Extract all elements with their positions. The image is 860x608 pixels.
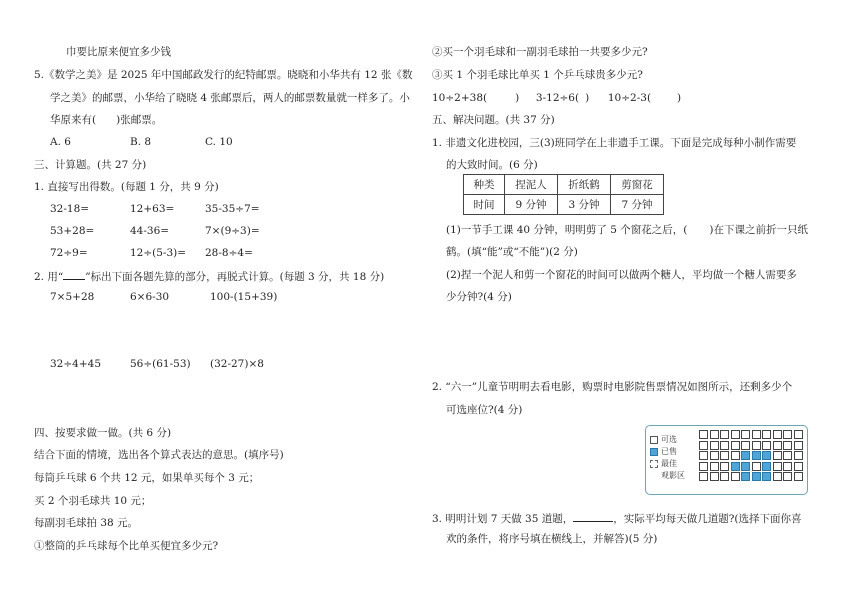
formula: 10÷2-3( (607, 92, 652, 104)
oral-item: 28-8÷4= (205, 247, 253, 259)
oral-item: 7×(9÷3)= (205, 225, 260, 237)
seat-available (773, 462, 782, 471)
problem-2-line-2: 可选座位?(4 分) (446, 404, 523, 416)
seat-available (699, 451, 708, 460)
table-cell: 3 分钟 (558, 195, 611, 215)
text: ，实际平均每天做几道题?(选择下面你喜 (613, 513, 802, 525)
seat-available (783, 451, 792, 460)
question-5-line-2: 学之美》的邮票，小华给了晓晓 4 张邮票后，两人的邮票数量就一样多了。小 (50, 92, 410, 104)
seat-available (699, 462, 708, 471)
calc-item: 100-(15+39) (210, 291, 278, 303)
section-4-line: 结合下面的情境，选出各个算式表达的意思。(填序号) (34, 449, 284, 461)
problem-3-line-1 (432, 510, 801, 526)
seat-available (783, 462, 792, 471)
calc-item: 56÷(61-53) (130, 358, 191, 370)
problem-1-sub-1-line-2: 鹤。(填“能”或“不能”)(2 分) (446, 246, 578, 258)
seat-available (731, 451, 740, 460)
problem-1-line-1: 1. 非遗文化进校园，三(3)班同学在上非遗手工课。下面是完成每种小制作需要 (432, 137, 797, 149)
seat-available (720, 472, 729, 481)
calc-item: (32-27)×8 (210, 358, 264, 370)
seat-available (794, 441, 803, 450)
problem-1-sub-2-line-2: 少分钟?(4 分) (446, 291, 512, 303)
table-cell: 剪窗花 (611, 175, 664, 195)
seat-available (710, 430, 719, 439)
question-5-text-b: )张邮票。 (116, 114, 163, 126)
problem-3-line-2: 欢的条件，将序号填在横线上，并解答)(5 分) (446, 533, 658, 545)
table-cell: 折纸鹤 (558, 175, 611, 195)
seat-available (783, 430, 792, 439)
seat-available (752, 441, 761, 450)
seat-available (699, 430, 708, 439)
seat-available (794, 462, 803, 471)
seat-sold (762, 462, 771, 471)
formula-meaning-3: ③买 1 个羽毛球比单买 1 个乒乓球贵多少元? (432, 69, 643, 81)
seat-available (773, 472, 782, 481)
seat-available (710, 462, 719, 471)
table-cell: 种类 (464, 175, 505, 195)
best-area-swatch-icon (650, 460, 658, 468)
formula: 10÷2+38( (432, 92, 488, 104)
seat-available (699, 441, 708, 450)
seat-available (752, 462, 761, 471)
sold-swatch-icon (650, 448, 658, 456)
seat-available (710, 472, 719, 481)
seat-sold (752, 472, 761, 481)
section-5-heading: 五、解决问题。(共 37 分) (432, 114, 555, 126)
seat-available (731, 441, 740, 450)
calc-item: 32÷4+45 (50, 358, 101, 370)
seat-sold (741, 472, 750, 481)
formula-row (432, 91, 681, 105)
legend-label: 观影区 (661, 471, 685, 480)
table-row (464, 175, 664, 195)
seat-available (720, 441, 729, 450)
formula-meaning-2: ②买一个羽毛球和一副羽毛球拍一共要多少元? (432, 46, 648, 58)
seat-available (741, 430, 750, 439)
seat-available (720, 451, 729, 460)
seat-available (699, 472, 708, 481)
text: (1)一节手工课 40 分钟，明明剪了 5 个窗花之后，( (446, 224, 688, 236)
paren-close: ) (515, 92, 520, 104)
legend-available (650, 434, 685, 446)
table-cell: 7 分钟 (611, 195, 664, 215)
legend-label: 已售 (661, 447, 677, 456)
oral-item: 72÷9= (50, 247, 88, 259)
seat-available (720, 430, 729, 439)
problem-1-sub-2: (2)捏一个泥人和剪一个窗花的时间可以做两个糖人，平均做一个糖人需要多 (446, 269, 797, 281)
section-4-line: 每副羽毛球拍 38 元。 (34, 517, 139, 529)
text-line: 巾要比原来便宜多少钱 (66, 46, 171, 58)
cinema-seat-map (645, 425, 808, 495)
section-3-heading: 三、计算题。(共 27 分) (34, 159, 147, 171)
oral-item: 53+28= (50, 225, 95, 237)
seat-available (752, 430, 761, 439)
seat-available (762, 441, 771, 450)
paren-close: ) (585, 92, 590, 104)
question-2-heading (34, 268, 384, 284)
option-c: C. 10 (205, 136, 233, 148)
problem-2-line-1: 2. “六一”儿童节明明去看电影，购票时电影院售票情况如图所示，还剩多少个 (432, 381, 793, 393)
seat-available (773, 430, 782, 439)
seat-available (710, 451, 719, 460)
legend-best (650, 458, 685, 470)
text: 3. 明明计划 7 天做 35 道题， (432, 513, 574, 525)
seat-sold (762, 472, 771, 481)
oral-item: 12+63= (130, 203, 175, 215)
question-5-text-a: 华原来有( (50, 114, 97, 126)
seat-available (710, 441, 719, 450)
seat-available (783, 472, 792, 481)
legend-label: 最佳 (661, 459, 677, 468)
legend-label: 可选 (661, 435, 677, 444)
table-cell: 捏泥人 (505, 175, 558, 195)
option-a: A. 6 (50, 136, 71, 148)
seat-sold (731, 462, 740, 471)
table-cell: 时间 (464, 195, 505, 215)
formula: 3-12÷6( (535, 92, 580, 104)
seat-available (720, 462, 729, 471)
seat-available (794, 472, 803, 481)
problem-1-line-2: 的大致时间。(6 分) (446, 159, 538, 171)
calc-item: 7×5+28 (50, 291, 95, 303)
paren-close: ) (677, 92, 682, 104)
oral-item: 12÷(5-3)= (130, 247, 187, 259)
oral-item: 32-18= (50, 203, 90, 215)
seat-sold (741, 451, 750, 460)
seat-available (794, 451, 803, 460)
seat-available (762, 430, 771, 439)
seat-available (794, 430, 803, 439)
oral-item: 44-36= (130, 225, 170, 237)
seat-sold (762, 451, 771, 460)
seat-sold (752, 451, 761, 460)
question-5-line-3 (50, 113, 162, 127)
available-swatch-icon (650, 436, 658, 444)
table-cell: 9 分钟 (505, 195, 558, 215)
seat-available (731, 430, 740, 439)
underline-mark (63, 268, 85, 280)
text: )在下课之前折一只纸 (709, 224, 808, 236)
section-4-line: 每筒乒乓球 6 个共 12 元，如果单买每个 3 元； (34, 472, 260, 484)
legend-sold (650, 446, 685, 458)
seat-sold (741, 462, 750, 471)
seat-available (773, 451, 782, 460)
option-b: B. 8 (130, 136, 152, 148)
question-2-text-a: 2. 用“ (34, 271, 64, 283)
oral-item: 35-35÷7= (205, 203, 260, 215)
answer-blank (573, 510, 613, 522)
seat-legend (650, 434, 685, 482)
time-table (463, 174, 664, 215)
seat-available (731, 472, 740, 481)
question-1-heading: 1. 直接写出得数。(每题 1 分，共 9 分) (34, 181, 219, 193)
seat-available (741, 441, 750, 450)
question-2-text-b: ”标出下面各题先算的部分，再脱式计算。(每题 3 分，共 18 分) (85, 271, 385, 283)
section-4-line: 买 2 个羽毛球共 10 元； (34, 495, 152, 507)
table-row (464, 195, 664, 215)
section-4-line: ①整筒的乒乓球每个比单买便宜多少元? (34, 540, 219, 552)
problem-1-sub-1 (446, 223, 808, 237)
legend-best-2 (650, 470, 685, 482)
calc-item: 6×6-30 (130, 291, 170, 303)
seat-available (783, 441, 792, 450)
question-5-line-1: 5.《数学之美》是 2025 年中国邮政发行的纪特邮票。晓晓和小华共有 12 张《数 (34, 69, 413, 81)
section-4-heading: 四、按要求做一做。(共 6 分) (34, 427, 172, 439)
seat-available (773, 441, 782, 450)
